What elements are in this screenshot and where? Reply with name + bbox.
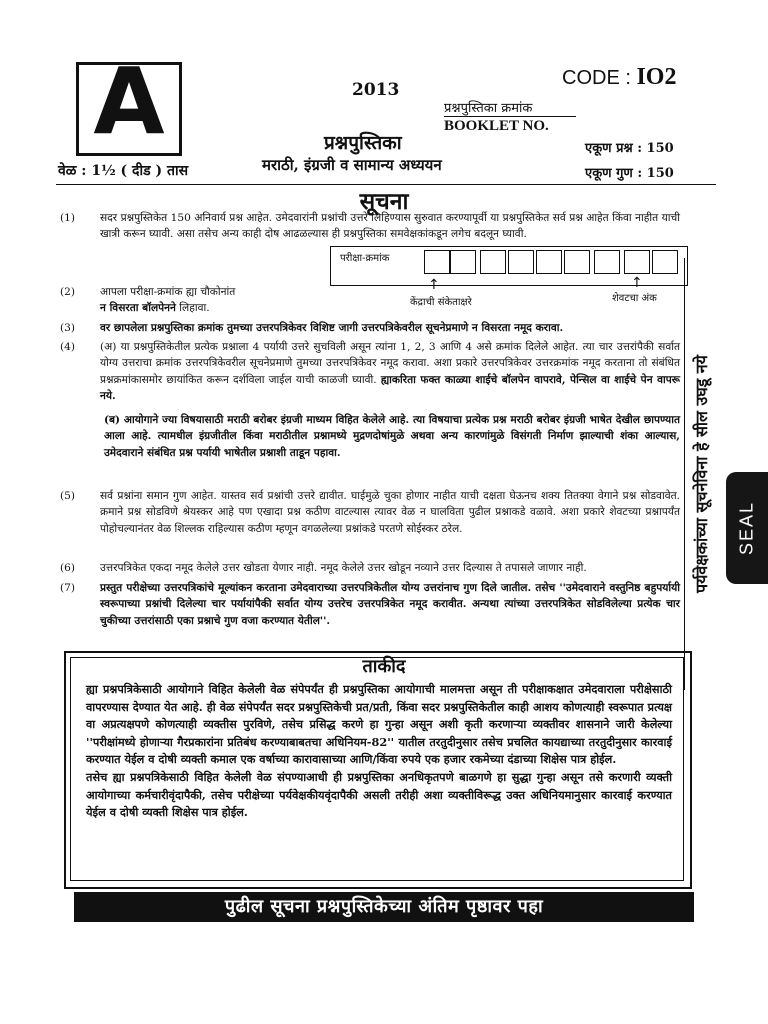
instructions-heading: सूचना: [359, 188, 409, 215]
instruction-number: (5): [60, 490, 76, 502]
seat-number-label: परीक्षा-क्रमांक: [340, 253, 390, 264]
seat-digit-box[interactable]: [624, 250, 650, 274]
seat-digit-box[interactable]: [564, 250, 590, 274]
seal-warning-text: पर्यवेक्षकांच्या सूचनेविना हे सील उघडू नये: [692, 355, 711, 593]
instruction-3: वर छापलेला प्रश्नपुस्तिका क्रमांक तुमच्या उत्तरपत्रिकेवर विशिष्ट जागी उत्तरपत्रिकेवरील सूचनेप्रमाणे न विसरता नमूद करावा.: [100, 322, 564, 334]
total-questions: एकूण प्रश्न : 150: [585, 141, 674, 156]
warning-paragraph-1: ह्या प्रश्नपत्रिकेसाठी आयोगाने विहित केलेली वेळ संपेपर्यंत ही प्रश्नपुस्तिका आयोगाची मालमत्ता असून ती परीक्षाकक्षात उमेदवाराला परीक्षेसाठी वापरण्यास देण्यात येत आहे. ही वेळ संपेपर्यंत सदर प्रश्नपुस्तिकेची प्रत/प्रती, किंवा सदर प्रश्नपुस्तिकेतील काही आशय कोणत्याही स्वरूपात प्रत्यक्ष वा अप्रत्यक्षपणे कोणत्याही व्यक्तीस पुरविणे, तसेच प्रसिद्ध करणे हा गुन्हा असून अशी कृती करणाऱ्या व्यक्तीवर शासनाने जारी केलेल्या ''परीक्षांमध्ये होणाऱ्या गैरप्रकारांना प्रतिबंध करण्याबाबतचा अधिनियम-82'' यातील तरतुदीनुसार तसेच प्रचलित कायद्याच्या तरतुदीनुसार कारवाई करण्यात येईल व दोषी व्यक्ती कमाल एक वर्षाच्या कारावासाच्या आणि/किंवा रुपये एक हजार रकमेच्या दंडाच्या शिक्षेस पात्र होईल.: [86, 682, 672, 767]
page-title: प्रश्नपुस्तिका: [324, 132, 402, 154]
seat-digit-box[interactable]: [594, 250, 620, 274]
arrow-up-icon: ↑: [428, 277, 440, 293]
code-label: [562, 64, 676, 91]
seal-label: SEAL: [736, 500, 757, 556]
seat-digit-box[interactable]: [508, 250, 534, 274]
seat-digit-box[interactable]: [536, 250, 562, 274]
instruction-2-text: आपला परीक्षा-क्रमांक ह्या चौकोनांत: [100, 286, 236, 298]
instruction-4a-text: (अ) या प्रश्नपुस्तिकेतील प्रत्येक प्रश्नाला 4 पर्यायी उत्तरे सुचविली असून त्यांना 1, 2, 3 आणि 4 असे क्रमांक दिलेले आहेत. त्या चार उत्तरांपैकी सर्वात योग्य उत्तराचा क्रमांक उत्तरपत्रिकेवरील सूचनेप्रमाणे तुमच्या उत्तरपत्रिकेवर नमूद करावा. अशा प्रकारे उत्तरपत्रिकेवर उत्तरक्रमांक नमूद करताना तो संबंधित प्रश्नक्रमांकासमोर छायांकित करून दर्शविला जाईल याची काळजी घ्यावी.: [100, 341, 680, 386]
seat-digit-box[interactable]: [450, 250, 476, 274]
footer-banner: पुढील सूचना प्रश्नपुस्तिकेच्या अंतिम पृष्ठावर पहा: [74, 892, 694, 922]
code-value: IO2: [636, 64, 677, 90]
time-allowed: वेळ : 1½ ( दीड ) तास: [58, 163, 189, 179]
instruction-number: (2): [60, 286, 76, 298]
instruction-6: उत्तरपत्रिकेत एकदा नमूद केलेले उत्तर खोडता येणार नाही. नमूद केलेले उत्तर खोडून नव्याने उत्तर दिल्यास ते तपासले जाणार नाही.: [100, 562, 587, 574]
seat-digit-box[interactable]: [480, 250, 506, 274]
exam-year: 2013: [352, 80, 400, 100]
subject-title: मराठी, इंग्रजी व सामान्य अध्ययन: [262, 156, 442, 174]
instruction-number: (7): [60, 582, 76, 594]
arrow-up-icon: ↑: [631, 275, 643, 291]
instruction-7: प्रस्तुत परीक्षेच्या उत्तरपत्रिकांचे मूल्यांकन करताना उमेदवाराच्या उत्तरपत्रिकेतील योग्य उत्तरांनाच गुण दिले जातील. तसेच ''उमेदवाराने वस्तुनिष्ठ बहुपर्यायी स्वरूपाच्या प्रश्नांची दिलेल्या चार पर्यायांपैकी सर्वात योग्य उत्तरेच उत्तरपत्रिकेत नमूद करावीत. अन्यथा त्यांच्या उत्तरपत्रिकेत सोडविलेल्या प्रत्येक चार चुकीच्या उत्तरांसाठी एका प्रश्नाचे गुण वजा करण्यात येतील''.: [100, 582, 680, 627]
instruction-4a: [100, 339, 680, 405]
booklet-label-marathi: प्रश्नपुस्तिका क्रमांक: [444, 101, 533, 116]
instruction-4b: (ब) आयोगाने ज्या विषयासाठी मराठी बरोबर इंग्रजी माध्यम विहित केलेले आहे. त्या विषयाचा प्रत्येक प्रश्न मराठी बरोबर इंग्रजी भाषेत देखील छापण्यात आला आहे. त्यामधील इंग्रजीतील किंवा मराठीतील प्रश्नामध्ये मुद्रणदोषांमुळे अथवा अन्य कारणांमुळे विसंगती निर्माण झाल्याची शंका आल्यास, उमेदवाराने संबंधित प्रश्न पर्यायी भाषेतील प्रश्नाशी ताडून पहावा.: [104, 414, 680, 459]
instruction-number: (3): [60, 322, 76, 334]
center-code-label: केंद्राची संकेताक्षरे: [410, 297, 472, 308]
instruction-1: सदर प्रश्नपुस्तिकेत 150 अनिवार्य प्रश्न आहेत. उमेदवारांनी प्रश्नांची उत्तरे लिहिण्यास सुरुवात करण्यापूर्वी या प्रश्नपुस्तिकेत सर्व प्रश्न आहेत किंवा नाहीत याची खात्री करून घ्यावी. असा तसेच अन्य काही दोष आढळल्यास ही प्रश्नपुस्तिका समवेक्षकांकडून लगेच बदलून घ्यावी.: [100, 212, 680, 241]
warning-paragraph-2: तसेच ह्या प्रश्नपत्रिकेसाठी विहित केलेली वेळ संपण्याआधी ही प्रश्नपुस्तिका अनधिकृतपणे बाळगणे हा सुद्धा गुन्हा असून तसे करणारी व्यक्ती आयोगाच्या कर्मचारीवृंदापैकी, तसेच परीक्षेच्या पर्यवेक्षकीयवृंदापैकी असली तरीही अशा व्यक्तीविरूद्ध उक्त अधिनियमानुसार कारवाई करण्यात येईल व दोषी व्यक्ती शिक्षेस पात्र होईल.: [86, 769, 672, 820]
series-letter: A: [93, 48, 165, 155]
warning-body: [86, 681, 672, 822]
last-digit-label: शेवटचा अंक: [612, 293, 657, 304]
instruction-2-end: लिहावा.: [179, 302, 210, 315]
instruction-number: (4): [60, 341, 76, 353]
instruction-number: (1): [60, 212, 76, 224]
instruction-2-emphasis: न विसरता बॉलपेनने: [100, 302, 176, 315]
code-label-text: CODE :: [562, 67, 631, 89]
seat-digit-box[interactable]: [424, 250, 450, 274]
instruction-number: (6): [60, 562, 76, 574]
booklet-divider: [444, 116, 576, 117]
total-marks: एकूण गुण : 150: [585, 166, 674, 181]
instruction-2: [100, 284, 330, 317]
seat-digit-box[interactable]: [652, 250, 678, 274]
instruction-5: सर्व प्रश्नांना समान गुण आहेत. यास्तव सर्व प्रश्नांची उत्तरे द्यावीत. घाईमुळे चुका होणार नाहीत याची दक्षता घेऊनच शक्य तितक्या वेगाने प्रश्न सोडवावेत. क्रमाने प्रश्न सोडविणे श्रेयस्कर आहे पण एखादा प्रश्न कठीण वाटल्यास त्यावर वेळ न घालविता पुढील प्रश्नाकडे वळावे. अशा प्रकारे शेवटच्या प्रश्नापर्यंत पोहोचल्यानंतर वेळ शिल्लक राहिल्यास कठीण म्हणून वगळलेल्या प्रश्नांकडे परतणे सोईस्कर ठरेल.: [100, 490, 680, 535]
booklet-label-english: BOOKLET NO.: [444, 118, 549, 134]
warning-heading: ताकीद: [362, 656, 406, 677]
instruction-4a-emphasis: ह्याकरिता फक्त काळ्या शाईचे बॉलपेन वापरावे, पेन्सिल वा शाईचे पेन वापरू नये.: [100, 373, 680, 403]
